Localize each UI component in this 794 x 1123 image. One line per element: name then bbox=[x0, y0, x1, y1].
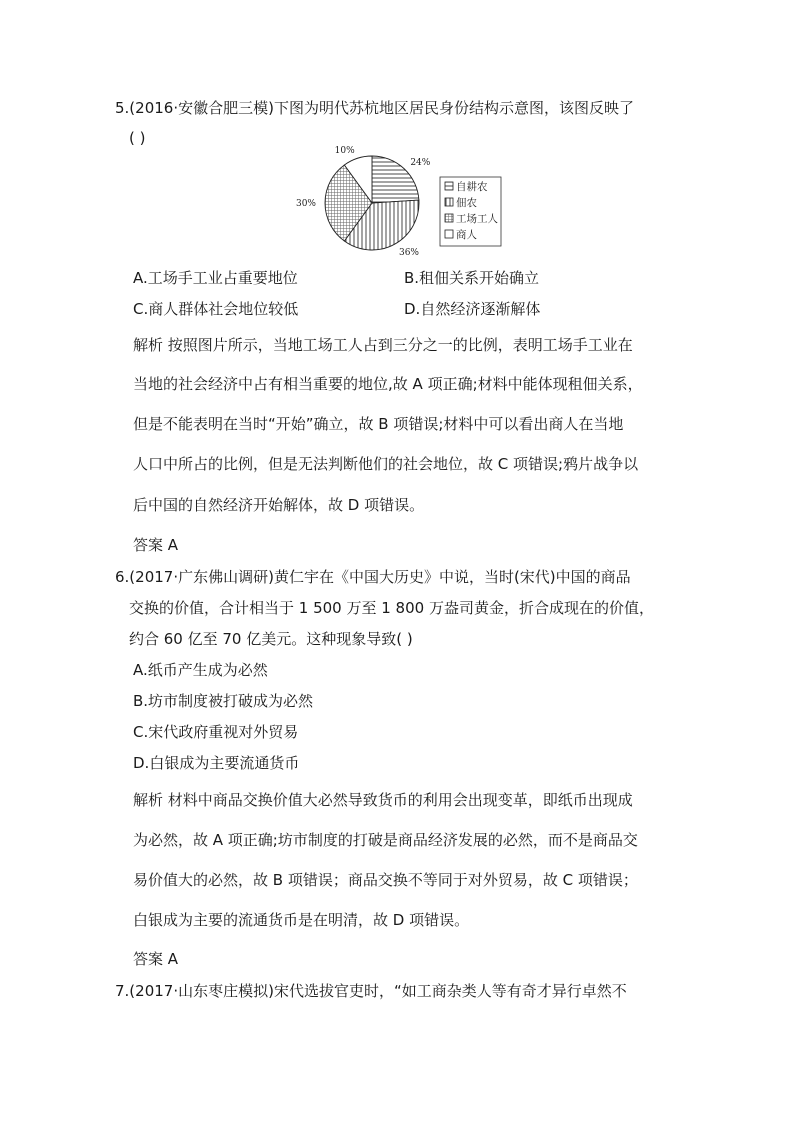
q6-analysis-line: 白银成为主要的流通货币是在明清，故 D 项错误。 bbox=[133, 911, 470, 929]
pie-percent-label: 10% bbox=[334, 145, 355, 156]
q5-answer: 答案 A bbox=[133, 536, 179, 554]
q6-analysis-line: 为必然，故 A 项正确;坊市制度的打破是商品经济发展的必然，而不是商品交 bbox=[133, 831, 638, 849]
pie-percent-label: 24% bbox=[410, 158, 431, 169]
q6-option-a: A.纸币产生成为必然 bbox=[133, 661, 268, 679]
pie-percent-label: 30% bbox=[295, 199, 316, 209]
q5-analysis-line: 当地的社会经济中占有相当重要的地位,故 A 项正确;材料中能体现租佃关系， bbox=[133, 375, 643, 393]
legend-swatch bbox=[445, 230, 453, 238]
q5-analysis-line: 后中国的自然经济开始解体，故 D 项错误。 bbox=[133, 496, 425, 514]
q5-option-b: B.租佃关系开始确立 bbox=[404, 269, 540, 287]
legend-label: 自耕农 bbox=[456, 181, 488, 193]
q6-option-d: D.白银成为主要流通货币 bbox=[133, 754, 300, 772]
pie-percent-label: 36% bbox=[398, 248, 419, 259]
q5-option-c: C.商人群体社会地位较低 bbox=[133, 300, 299, 318]
q5-answer-bracket: ( ) bbox=[129, 129, 146, 147]
q7-stem: 7.(2017·山东枣庄模拟)宋代选拔官吏时，“如工商杂类人等有奇才异行卓然不 bbox=[115, 982, 627, 1000]
q6-answer: 答案 A bbox=[133, 950, 179, 968]
q5-option-a: A.工场手工业占重要地位 bbox=[133, 269, 298, 287]
q5-stem: 5.(2016·安徽合肥三模)下图为明代苏杭地区居民身份结构示意图，该图反映了 bbox=[115, 99, 634, 117]
pie-slices bbox=[325, 156, 419, 250]
q6-option-c: C.宋代政府重视对外贸易 bbox=[133, 723, 299, 741]
q6-stem-line: 约合 60 亿至 70 亿美元。这种现象导致( ) bbox=[129, 630, 413, 648]
legend-label: 商人 bbox=[456, 229, 477, 241]
q6-stem-line: 交换的价值，合计相当于 1 500 万至 1 800 万盎司黄金，折合成现在的价值， bbox=[129, 599, 654, 617]
legend-swatch bbox=[445, 214, 453, 222]
legend-label: 佃农 bbox=[456, 197, 477, 209]
chart-legend bbox=[440, 177, 501, 246]
pie-chart bbox=[295, 145, 510, 259]
q5-analysis-line: 人口中所占的比例，但是无法判断他们的社会地位，故 C 项错误;鸦片战争以 bbox=[133, 455, 639, 473]
q6-stem-line: 6.(2017·广东佛山调研)黄仁宇在《中国大历史》中说，当时(宋代)中国的商品 bbox=[115, 568, 631, 586]
q6-analysis-line: 解析 材料中商品交换价值大必然导致货币的利用会出现变革，即纸币出现成 bbox=[133, 791, 633, 809]
q5-option-d: D.自然经济逐渐解体 bbox=[404, 300, 541, 318]
legend-label: 工场工人 bbox=[456, 213, 498, 225]
q6-analysis-line: 易价值大的必然，故 B 项错误；商品交换不等同于对外贸易，故 C 项错误； bbox=[133, 871, 638, 889]
legend-swatch bbox=[445, 198, 453, 206]
legend-swatch bbox=[445, 182, 453, 190]
q5-analysis-line: 解析 按照图片所示，当地工场工人占到三分之一的比例，表明工场手工业在 bbox=[133, 336, 633, 354]
q5-analysis-line: 但是不能表明在当时“开始”确立，故 B 项错误;材料中可以看出商人在当地 bbox=[133, 415, 624, 433]
q6-option-b: B.坊市制度被打破成为必然 bbox=[133, 692, 314, 710]
